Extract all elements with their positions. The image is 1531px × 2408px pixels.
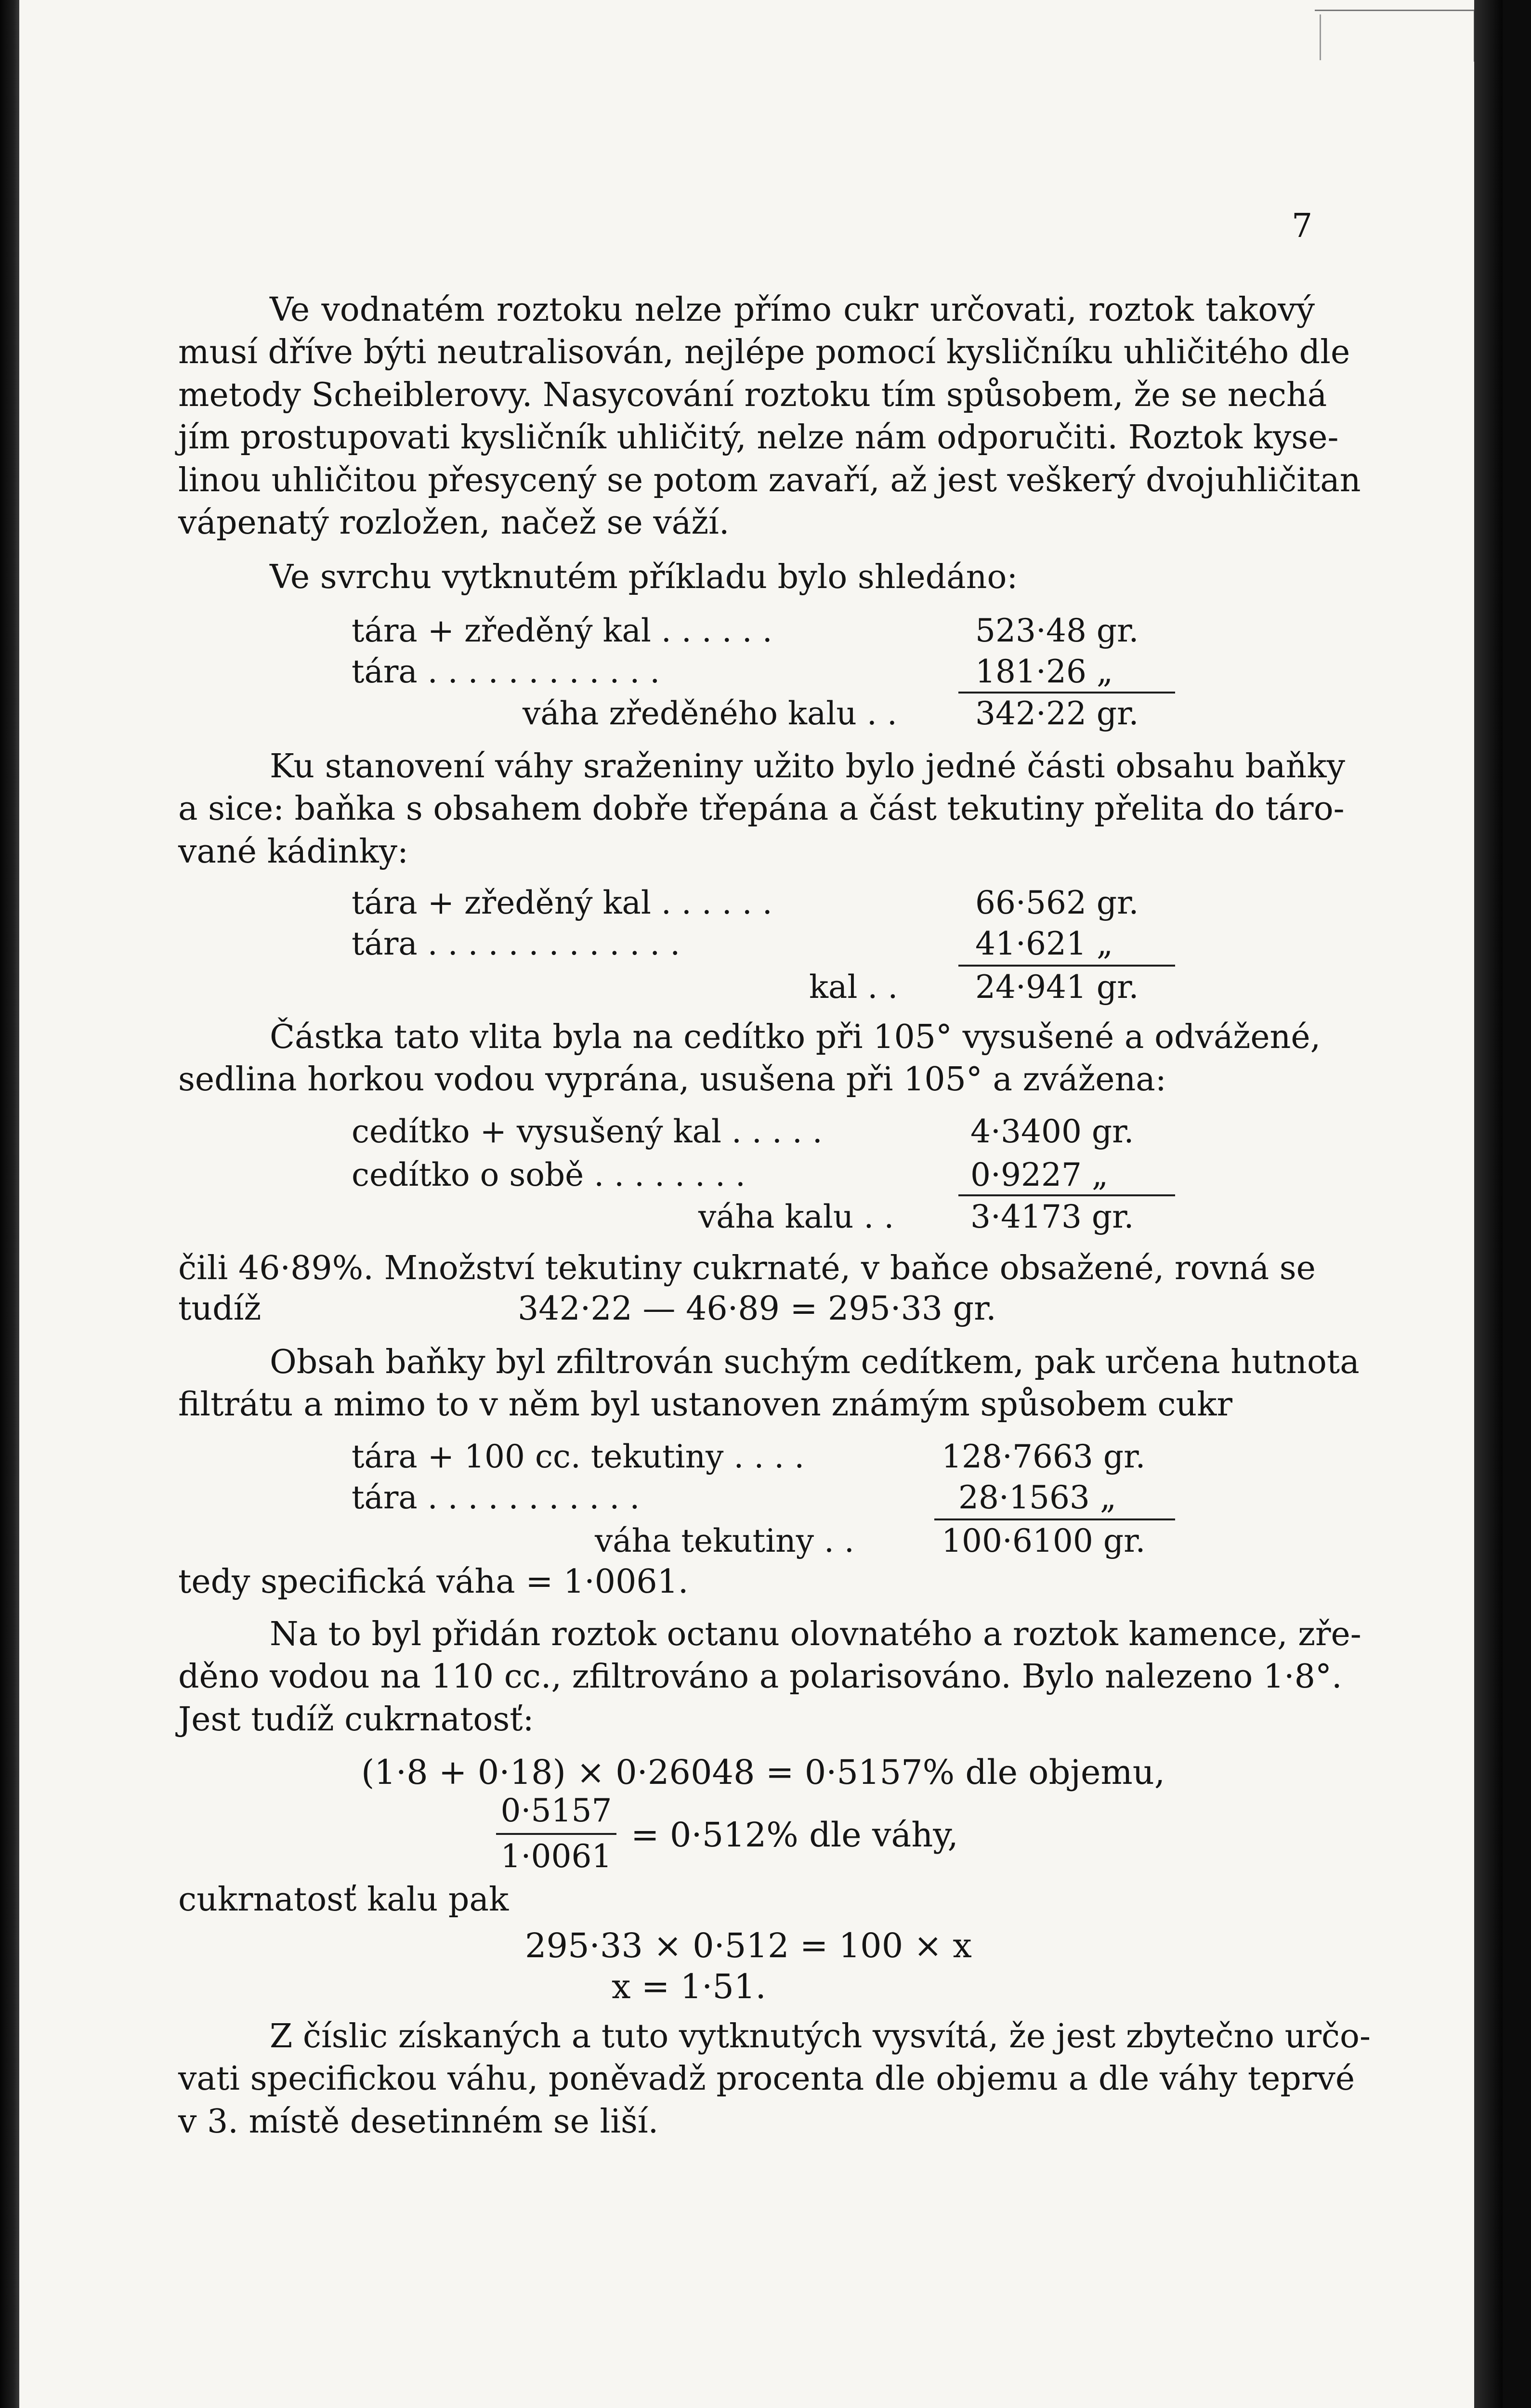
text-line: vápenatý rozložen, načež se váží. [178,504,730,542]
text-line: Na to byl přidán roztok octanu olovnatého a roztok kamence, zře- [270,1615,1361,1653]
calc3-label-3: váha kalu . . [698,1198,894,1235]
calc1-label-3: váha zředěného kalu . . [523,695,897,732]
calc1-label-2: tára . . . . . . . . . . . . [352,653,660,690]
paragraph-3 [178,746,1346,873]
text-line: děno vodou na 110 cc., zfiltrováno a polarisováno. Bylo nalezeno 1·8°. [178,1658,1342,1696]
text-line: jím prostupovati kysličník uhličitý, nelze nám odporučiti. Roztok kyse- [178,419,1339,457]
paragraph-5 [178,1247,1315,1290]
book-page [19,0,1503,2408]
paragraph-2 [178,556,1315,599]
calc3-value-3: 3·4173 gr. [970,1198,1134,1235]
calc2-label-2: tára . . . . . . . . . . . . . [352,925,680,962]
calc3-value-2: 0·9227 „ [970,1156,1109,1193]
text-line: a sice: baňka s obsahem dobře třepána a část tekutiny přelita do táro- [178,790,1345,828]
text-line: vati specifickou váhu, poněvadž procenta dle objemu a dle váhy teprvé [178,2060,1355,2098]
calc1-value-1: 523·48 gr. [975,612,1139,649]
paragraph-1 [178,289,1361,544]
text-line: metody Scheiblerovy. Nasycování roztoku tím spůsobem, že se nechá [178,376,1327,414]
equation-difference: 342·22 — 46·89 = 295·33 gr. [518,1290,996,1328]
text-line: sedlina horkou vodou vyprána, usušena při 105° a zvážena: [178,1060,1166,1099]
calc2-value-3: 24·941 gr. [975,968,1139,1006]
calc1-label-1: tára + zředěný kal . . . . . . [352,612,772,649]
calc4-label-2: tára . . . . . . . . . . . [352,1479,640,1516]
text-line: vané kádinky: [178,832,408,871]
text-line: filtrátu a mimo to v něm byl ustanoven známým spůsobem cukr [178,1386,1233,1424]
book-spine-shadow [0,0,19,2408]
formula-result: x = 1·51. [612,1967,766,2006]
fraction-denominator: 1·0061 [500,1838,612,1875]
calc2-value-1: 66·562 gr. [975,884,1139,921]
calc2-label-3: kal . . [809,968,898,1006]
fraction-bar [496,1833,616,1835]
calc1-value-3: 342·22 gr. [975,695,1139,732]
calc3-value-1: 4·3400 gr. [970,1113,1134,1150]
paragraph-6 [178,1341,1360,1426]
formula-weight-percent: = 0·512% dle váhy, [631,1815,958,1855]
page-edge-shadow [1474,0,1503,2408]
calc4-label-1: tára + 100 cc. tekutiny . . . . [352,1438,805,1475]
calc3-label-1: cedítko + vysušený kal . . . . . [352,1113,823,1150]
text-line: Částka tato vlita byla na cedítko při 105° vysušené a odvážené, [270,1018,1321,1056]
calc1-value-2: 181·26 „ [975,653,1113,690]
text-line: musí dříve býti neutralisován, nejlépe pomocí kysličníku uhličitého dle [178,333,1350,372]
sugar-content-label: cukrnatosť kalu pak [178,1881,509,1919]
paragraph-4 [178,1016,1321,1101]
calc4-value-2: 28·1563 „ [958,1479,1117,1516]
text-line: Z číslic získaných a tuto vytknutých vysvítá, že jest zbytečno určo- [270,2017,1371,2055]
calc4-value-3: 100·6100 gr. [942,1522,1146,1559]
fraction-numerator: 0·5157 [500,1792,612,1829]
paragraph-10 [178,2015,1371,2143]
text-line: Jest tudíž cukrnatosť: [178,1700,534,1739]
text-line: Ve svrchu vytknutém příkladu bylo shledáno: [270,558,1018,596]
calc3-label-2: cedítko o sobě . . . . . . . . [352,1156,746,1193]
text-line: Obsah baňky byl zfiltrován suchým cedítkem, pak určena hutnota [270,1343,1360,1381]
text-line: linou uhličitou přesycený se potom zavaří, až jest veškerý dvojuhličitan [178,461,1361,499]
paragraph-8 [178,1613,1361,1741]
sum-rule [958,1194,1175,1196]
text-line: Ku stanovení váhy sraženiny užito bylo jedné části obsahu baňky [270,747,1346,785]
sum-rule [958,965,1175,967]
scan-corner-mark [1315,10,1475,62]
text-line: v 3. místě desetinném se liší. [178,2102,659,2141]
sum-rule [934,1518,1175,1520]
calc4-label-3: váha tekutiny . . [595,1522,854,1559]
calc2-label-1: tára + zředěný kal . . . . . . [352,884,772,921]
sum-rule [958,692,1175,694]
text-line: čili 46·89%. Množství tekutiny cukrnaté, v baňce obsažené, rovná se [178,1249,1316,1287]
text-line: Ve vodnatém roztoku nelze přímo cukr určovati, roztok takový [270,291,1315,329]
calc2-value-2: 41·621 „ [975,925,1113,962]
formula-volume-percent: (1·8 + 0·18) × 0·26048 = 0·5157% dle objemu, [361,1753,1165,1792]
calc4-value-1: 128·7663 gr. [942,1438,1146,1475]
tudiz-word: tudíž [178,1290,262,1328]
page-number: 7 [1292,207,1313,245]
formula-proportion: 295·33 × 0·512 = 100 × x [525,1926,972,1965]
specific-weight-line: tedy specifická váha = 1·0061. [178,1563,689,1601]
scan-corner-mark [1320,14,1321,60]
